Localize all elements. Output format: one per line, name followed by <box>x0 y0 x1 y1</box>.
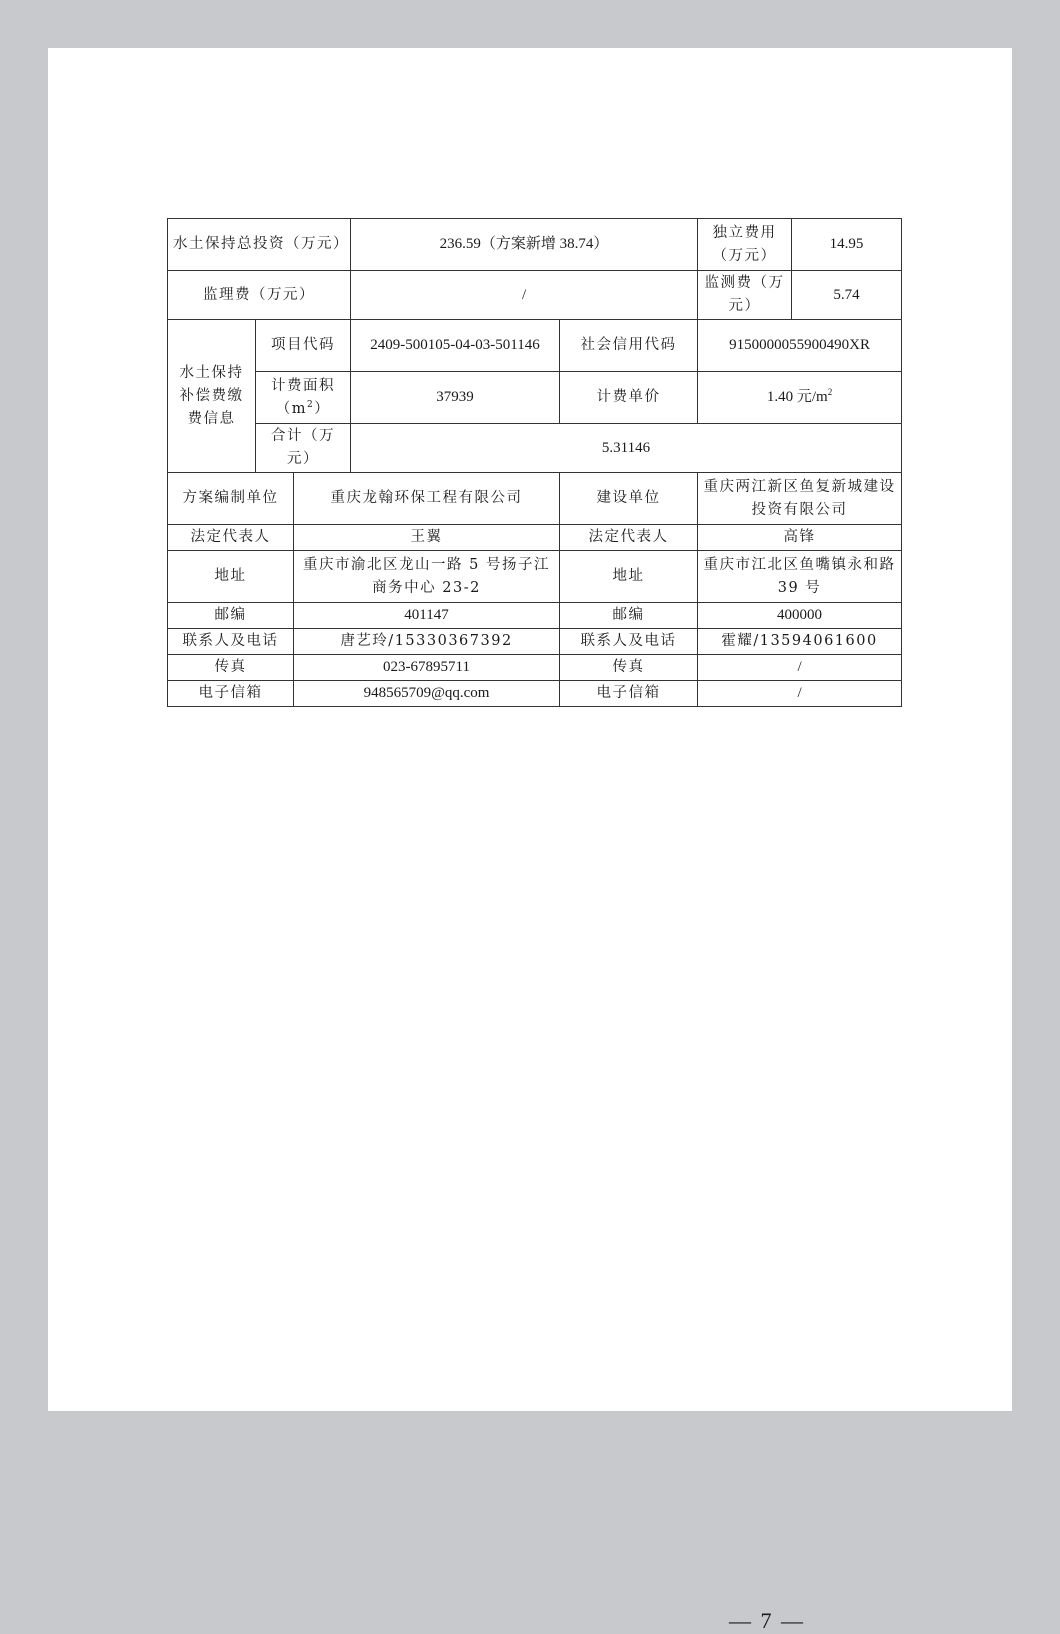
table-row <box>168 320 902 372</box>
billing-area-value: 37939 <box>351 372 560 424</box>
table-row <box>168 603 902 629</box>
fax-label: 传真 <box>560 655 698 681</box>
construction-unit-value: 重庆两江新区鱼复新城建设投资有限公司 <box>698 473 902 525</box>
soil-conservation-info-table <box>167 218 902 707</box>
table-row <box>168 372 902 424</box>
unit-price-value: 1.40 元$/m^2$ <box>698 372 902 424</box>
construction-postcode: 400000 <box>698 603 902 629</box>
compensation-section-label: 水土保持补偿费缴费信息 <box>168 320 256 473</box>
table-row <box>168 271 902 320</box>
compiler-contact: 唐艺玲/15330367392 <box>294 629 560 655</box>
table-row <box>168 219 902 271</box>
compiler-legal-rep: 王翼 <box>294 525 560 551</box>
contact-label: 联系人及电话 <box>168 629 294 655</box>
compiler-unit-label: 方案编制单位 <box>168 473 294 525</box>
compiler-fax: 023-67895711 <box>294 655 560 681</box>
supervision-fee-label: 监理费（万元） <box>168 271 351 320</box>
project-code-label: 项目代码 <box>256 320 351 372</box>
compiler-address: 重庆市渝北区龙山一路 5 号扬子江商务中心 23-2 <box>294 551 560 603</box>
construction-address: 重庆市江北区鱼嘴镇永和路 39 号 <box>698 551 902 603</box>
total-investment-label: 水土保持总投资（万元） <box>168 219 351 271</box>
billing-area-label <box>256 372 351 424</box>
contact-label: 联系人及电话 <box>560 629 698 655</box>
table-row <box>168 629 902 655</box>
construction-unit-label: 建设单位 <box>560 473 698 525</box>
fax-label: 传真 <box>168 655 294 681</box>
credit-code-value: 9150000055900490XR <box>698 320 902 372</box>
table-row <box>168 681 902 707</box>
unit-price-label: 计费单价 <box>560 372 698 424</box>
table-row <box>168 424 902 473</box>
compiler-postcode: 401147 <box>294 603 560 629</box>
billing-area-unit: $(m^2)$ <box>275 399 331 417</box>
construction-legal-rep: 高锋 <box>698 525 902 551</box>
postcode-label: 邮编 <box>168 603 294 629</box>
table-row <box>168 551 902 603</box>
independent-fee-value: 14.95 <box>792 219 902 271</box>
compensation-total-label: 合计（万元） <box>256 424 351 473</box>
billing-area-label-text: 计费面积 <box>271 377 335 394</box>
compensation-total-value: 5.31146 <box>351 424 902 473</box>
total-investment-value: 236.59（方案新增 38.74） <box>351 219 698 271</box>
table-row <box>168 655 902 681</box>
supervision-fee-value: / <box>351 271 698 320</box>
compiler-unit-value: 重庆龙翰环保工程有限公司 <box>294 473 560 525</box>
construction-contact: 霍耀/13594061600 <box>698 629 902 655</box>
credit-code-label: 社会信用代码 <box>560 320 698 372</box>
project-code-value: 2409-500105-04-03-501146 <box>351 320 560 372</box>
monitoring-fee-value: 5.74 <box>792 271 902 320</box>
table-row <box>168 525 902 551</box>
monitoring-fee-label: 监测费（万元） <box>698 271 792 320</box>
legal-rep-label: 法定代表人 <box>168 525 294 551</box>
independent-fee-label: 独立费用（万元） <box>698 219 792 271</box>
address-label: 地址 <box>168 551 294 603</box>
email-label: 电子信箱 <box>560 681 698 707</box>
postcode-label: 邮编 <box>560 603 698 629</box>
legal-rep-label: 法定代表人 <box>560 525 698 551</box>
construction-email: / <box>698 681 902 707</box>
email-label: 电子信箱 <box>168 681 294 707</box>
compiler-email[interactable]: 948565709@qq.com <box>294 681 560 707</box>
page-number: — 7 — <box>729 1608 805 1633</box>
document-page <box>48 48 1012 1411</box>
table-row <box>168 473 902 525</box>
address-label: 地址 <box>560 551 698 603</box>
construction-fax: / <box>698 655 902 681</box>
